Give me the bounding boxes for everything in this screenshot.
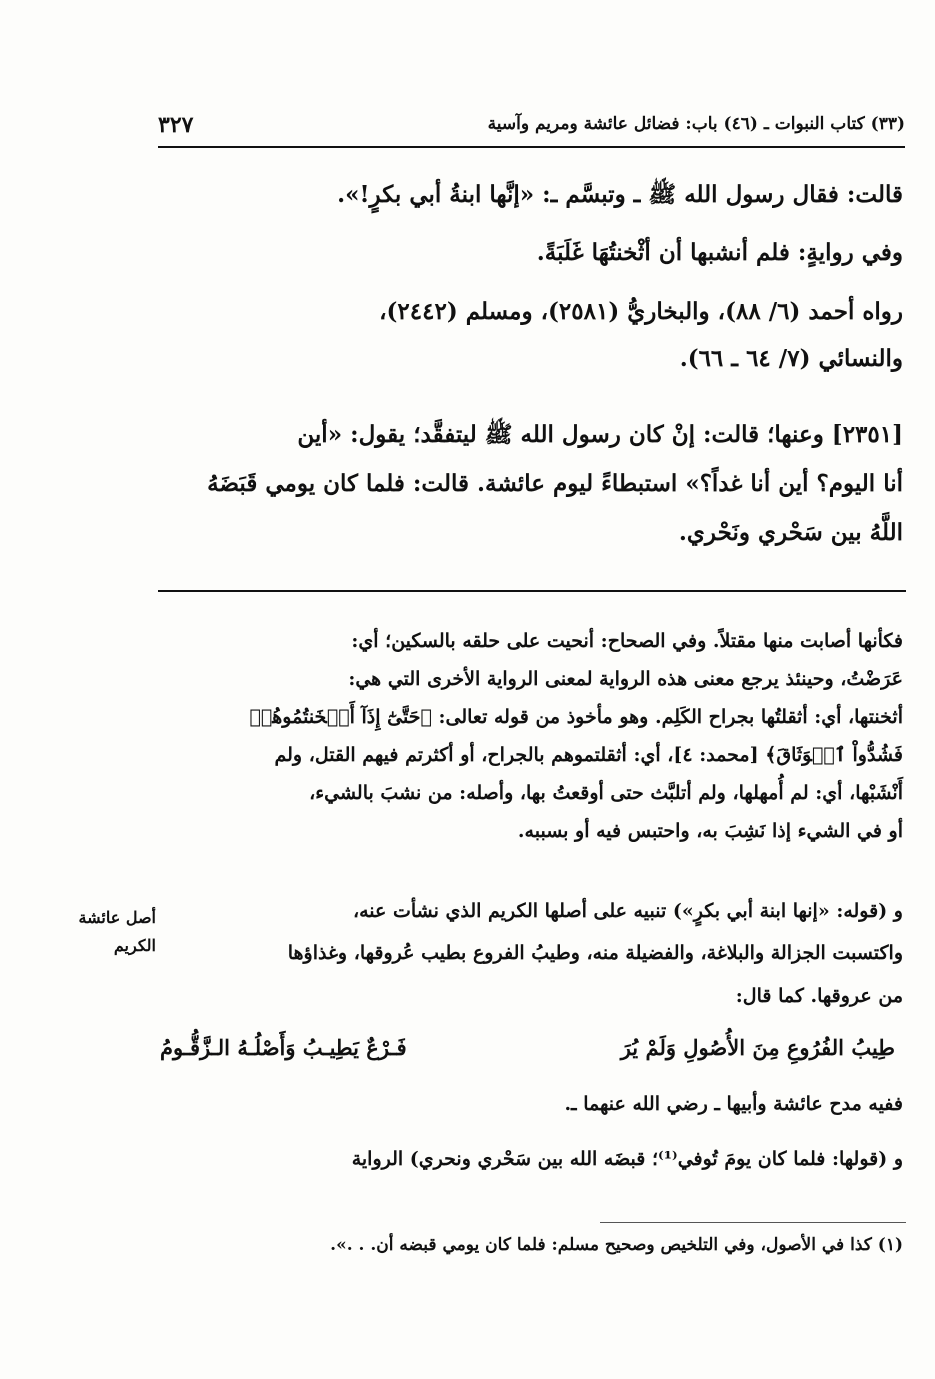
commentary-line-3: أثخنتها، أي: أثقلتُها بجراح الكَلِم. وهو مأخوذ من قوله تعالى: ﴿حَتَّىٰٓ إِذَآ أَثۡخَنتُمُوهُمۡ [249,706,903,728]
main-line-1: قالت: فقال رسول الله ﷺ ـ وتبسَّم ـ: «إنَّها ابنةُ أبي بكرٍ!». [337,181,903,208]
header-title: (٣٣) كتاب النبوات ـ (٤٦) باب: فضائل عائشة ومريم وآسية [487,114,905,134]
footnote-divider [600,1222,906,1223]
commentary-line-9: من عروقها. كما قال: [735,985,903,1007]
main-line-4: والنسائي (٧/ ٦٤ ـ ٦٦). [679,345,903,372]
margin-note-line-2: الكريم [113,936,156,955]
commentary-line-6: أو في الشيء إذا نَشِبَ به، واحتبس فيه أو بسببه. [517,820,903,842]
commentary-line-7: و (قوله: «إنها ابنة أبي بكرٍ») تنبيه على أصلها الكريم الذي نشأت عنه، [352,900,903,922]
verse-first-hemistich: طِيبُ الفُرُوعِ مِنَ الأُصُولِ وَلَمْ يُرَ [620,1035,895,1060]
page-number: ٣٢٧ [158,112,194,138]
hadith-2351-line-3: اللَّهُ بين سَحْري ونَحْري. [678,519,903,546]
commentary-line-10: ففيه مدح عائشة وأبيها ـ رضي الله عنهما ـ. [564,1093,903,1115]
verse-second-hemistich: فَـرْعٌ يَطِيـبُ وَأَصْلُـهُ الـزَّقُّـومُ [160,1035,407,1060]
main-line-3: رواه أحمد (٦/ ٨٨)، والبخاريُّ (٢٥٨١)، ومسلم (٢٤٤٢)، [379,298,903,325]
commentary-divider [158,590,906,592]
running-header [158,112,905,148]
margin-note-line-1: أصل عائشة [78,908,156,927]
footnote-1: (١) كذا في الأصول، وفي التلخيص وصحيح مسلم: فلما كان يومي قبضه أن. . .». [330,1235,903,1255]
commentary-line-8: واكتسبت الجزالة والبلاغة، والفضيلة منه، وطيبُ الفروع بطيب عُروقها، وغذاؤها [287,942,903,964]
commentary-line-11: و (قولها: فلما كان يومَ تُوفي⁽¹⁾؛ قبضَه الله بين سَحْري ونحري) الرواية [351,1148,903,1170]
commentary-line-5: أَنْشَبْها، أي: لم أُمهلها، ولم أتلبَّث حتى أوقعتُ بها، وأصله: من نشبَ بالشيء، [309,782,903,804]
hadith-2351-line-2: أنا اليوم؟ أين أنا غداً؟» استبطاءً ليوم عائشة. قالت: فلما كان يومي قَبَضَهُ [207,470,903,497]
hadith-2351-line-1: [٢٣٥١] وعنها؛ قالت: إنْ كان رسول الله ﷺ ليتفقَّد؛ يقول: «أين [297,421,903,448]
commentary-line-2: عَرَضْتُ، وحينئذ يرجع معنى هذه الرواية لمعنى الرواية الأخرى التي هي: [348,668,903,690]
commentary-line-1: فكأنها أصابت منها مقتلاً. وفي الصحاح: أنحيت على حلقه بالسكين؛ أي: [351,630,903,652]
main-line-2: وفي روايةٍ: فلم أنشبها أن أثْخنتُهَا غَلَبَةً. [536,239,903,266]
commentary-line-4: فَشُدُّواْ ٱلۡوَثَاقَ﴾ [محمد: ٤]، أي: أثقلتموهم بالجراح، أو أكثرتم فيهم القتل، ولم [274,744,903,766]
